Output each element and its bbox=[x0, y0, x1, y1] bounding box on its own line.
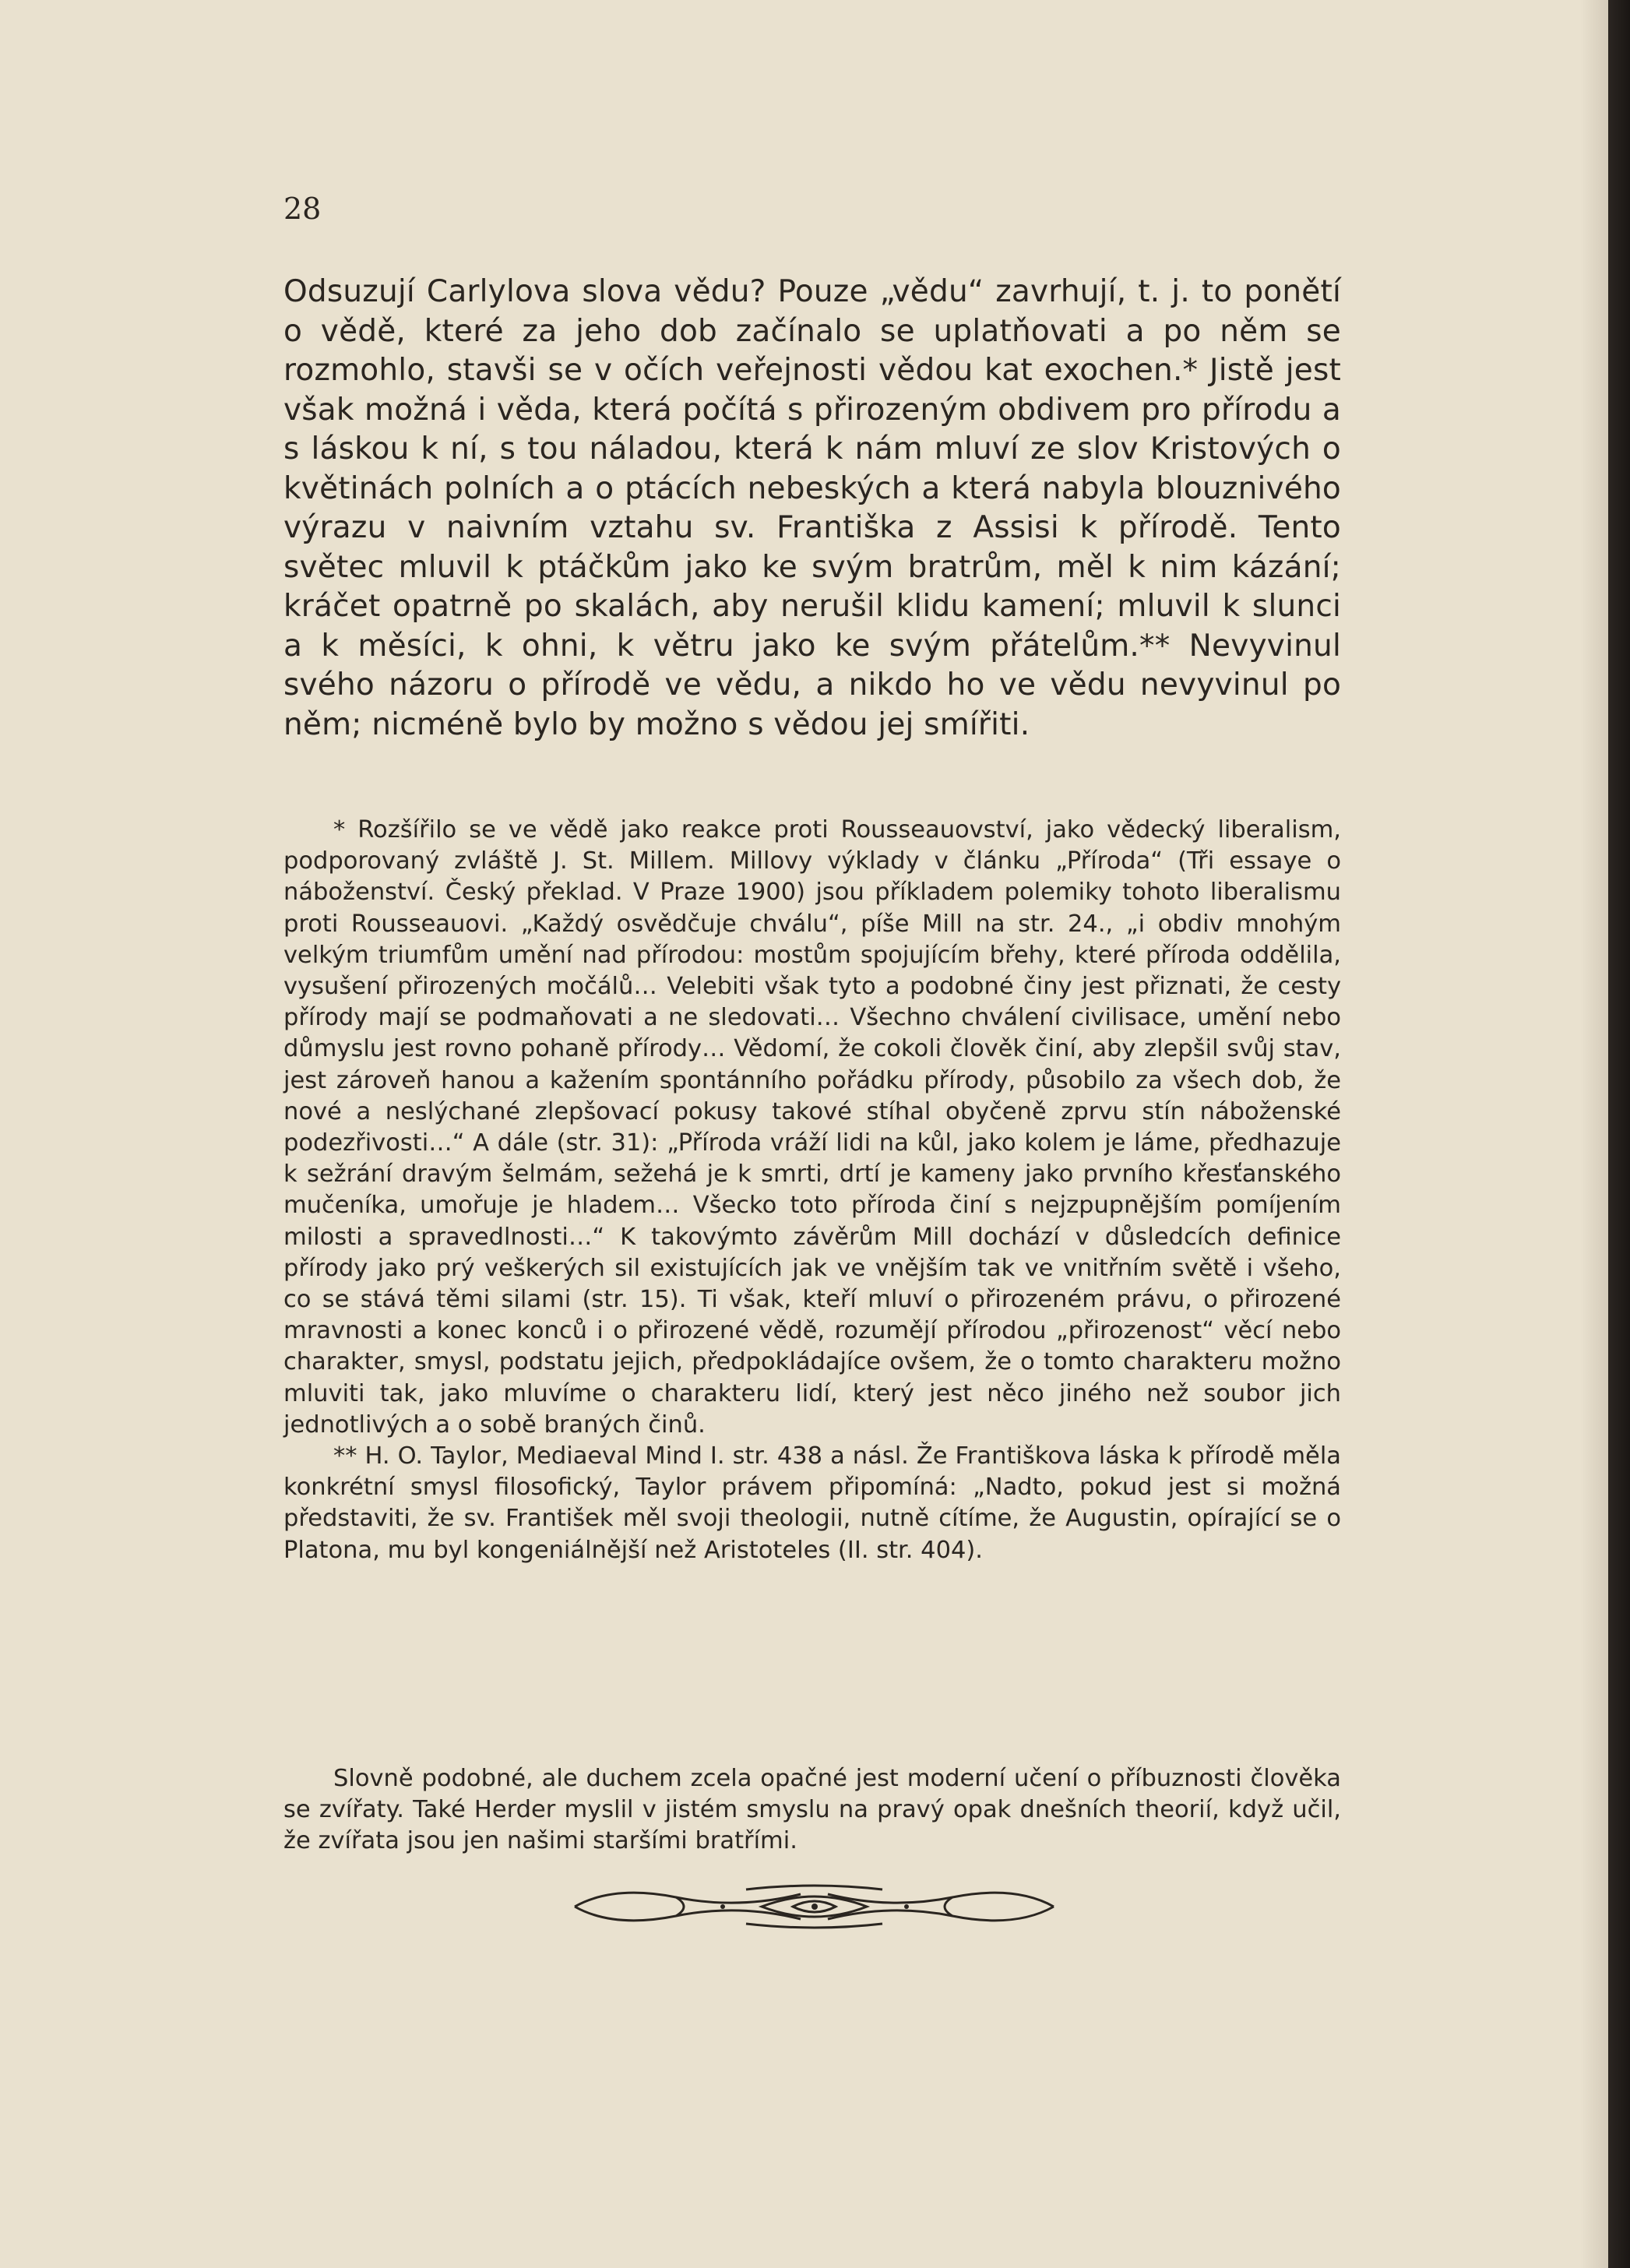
page-fold-shadow bbox=[1580, 0, 1608, 2268]
main-paragraph: Odsuzují Carlylova slova vědu? Pouze „vědu“ zavrhují, t. j. to ponětí o vědě, které za jeho dob začínalo se uplatňovati a po něm se rozmohlo, stavši se v očích veřejnosti vědou kat exochen.* Jistě jest však možná i věda, která počítá s přirozeným obdivem pro přírodu a s láskou k ní, s tou náladou, která k nám mluví ze slov Kristových o květinách polních a o ptácích nebeských a která nabyla blouznivého výrazu v naivním vztahu sv. Františka z Assisi k přírodě. Tento světec mluvil k ptáčkům jako ke svým bratrům, měl k nim kázání; kráčet opatrně po skalách, aby nerušil klidu kamení; mluvil k slunci a k měsíci, k ohni, k větru jako ke svým přátelům.** Nevyvinul svého názoru o přírodě ve vědu, a nikdo ho ve vědu nevyvinul po něm; nicméně bylo by možno s vědou jej smířiti. bbox=[283, 274, 1341, 742]
closing-section bbox=[283, 1763, 1341, 1858]
main-text bbox=[283, 273, 1341, 745]
page-number: 28 bbox=[283, 192, 322, 226]
decorative-ornament bbox=[567, 1879, 1061, 1935]
book-edge bbox=[1608, 0, 1630, 2268]
footnotes bbox=[283, 815, 1341, 1566]
footnote-2: ** H. O. Taylor, Mediaeval Mind I. str. 438 a násl. Že Františkova láska k přírodě měla konkrétní smysl filosofický, Taylor právem připomíná: „Nadto, pokud jest si možná představiti, že sv. František měl svoji theologii, nutně cítíme, že Augustin, opírající se o Platona, mu byl kongeniálnější než Aristoteles (II. str. 404). bbox=[283, 1442, 1341, 1564]
closing-paragraph: Slovně podobné, ale duchem zcela opačné jest moderní učení o příbuznosti člověka se zvířaty. Také Herder myslil v jistém smyslu na pravý opak dnešních theorií, když učil, že zvířata jsou jen našimi staršími bratřími. bbox=[283, 1765, 1341, 1855]
footnote-1: * Rozšířilo se ve vědě jako reakce proti Rousseauovství, jako vědecký liberalism, podporovaný zvláště J. St. Millem. Millovy výklady v článku „Příroda“ (Tři essaye o náboženství. Český překlad. V Praze 1900) jsou příkladem polemiky tohoto liberalismu proti Rousseauovi. „Každý osvědčuje chválu“, píše Mill na str. 24., „i obdiv mnohým velkým triumfům umění nad přírodou: mostům spojujícím břehy, které příroda oddělila, vysušení přirozených močálů… Velebiti však tyto a podobné činy jest přiznati, že cesty přírody mají se podmaňovati a ne sledovati… Všechno chválení civilisace, umění nebo důmyslu jest rovno pohaně přírody… Vědomí, že cokoli člověk činí, aby zlepšil svůj stav, jest zároveň hanou a kažením spontánního pořádku přírody, působilo za všech dob, že nové a neslýchané zlepšovací pokusy takové stíhal obyčeně zprvu stín náboženské podezřivosti…“ A dále (str. 31): „Příroda vráží lidi na kůl, jako kolem je láme, předhazuje k sežrání dravým šelmám, sežehá je k smrti, drtí je kameny jako prvního křesťanského mučeníka, umořuje je hladem… Všecko toto příroda činí s nejzpupnějším pomíjením milosti a spravedlnosti…“ K takovýmto závěrům Mill dochází v důsledcích definice přírody jako prý veškerých sil existujících jak ve vnějším tak ve vnitřním světě i všeho, co se stává těmi silami (str. 15). Ti však, kteří mluví o přirozeném právu, o přirozené mravnosti a konec konců i o přirozené vědě, rozumějí přírodou „přirozenost“ věcí nebo charakter, smysl, podstatu jejich, předpokládajíce ovšem, že o tomto charakteru možno mluviti tak, jako mluvíme o charakteru lidí, který jest něco jiného než soubor jich jednotlivých a o sobě braných činů. bbox=[283, 816, 1341, 1439]
